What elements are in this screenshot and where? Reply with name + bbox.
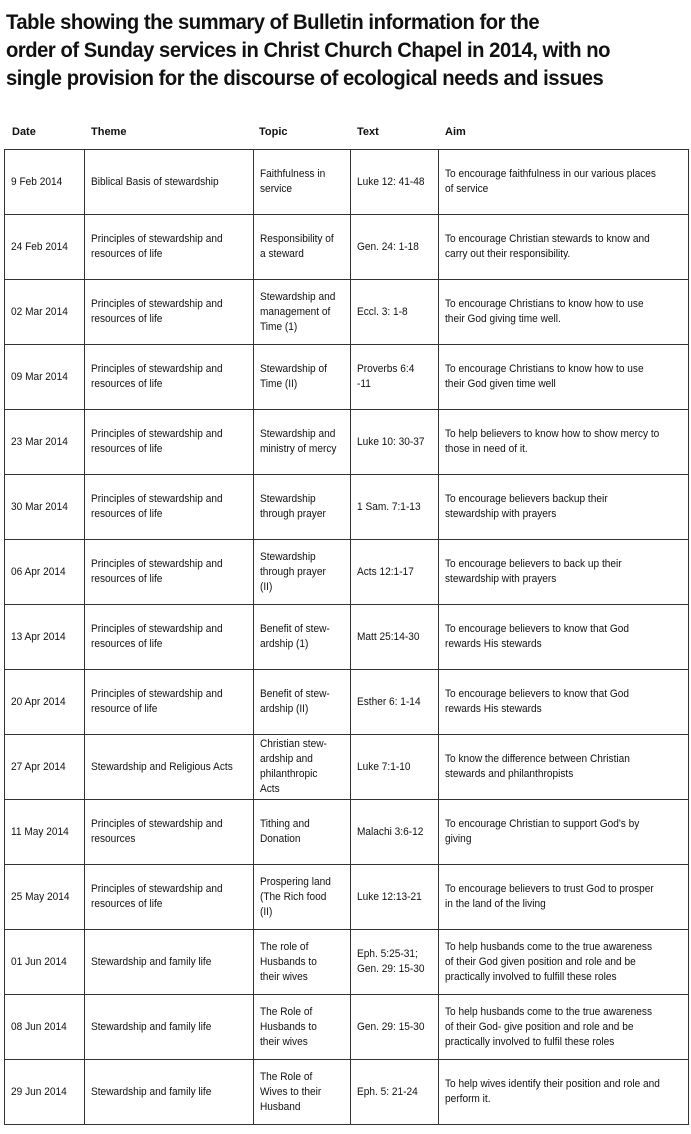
- cell-text: [351, 345, 439, 410]
- text-value: 1 Sam. 7:1-13: [357, 500, 421, 513]
- theme-value: Stewardship and family life: [91, 1020, 212, 1033]
- cell-text: [351, 1060, 439, 1125]
- cell-date: [5, 800, 85, 865]
- cell-aim: [439, 1060, 689, 1125]
- cell-date: [5, 475, 85, 540]
- cell-aim: [439, 800, 689, 865]
- aim-value: To encourage Christians to know how to use their God given time well: [445, 363, 644, 390]
- date-value: 20 Apr 2014: [11, 695, 66, 708]
- title-line: Table showing the summary of Bulletin information for the: [6, 10, 540, 34]
- title-line: order of Sunday services in Christ Church Chapel in 2014, with no: [6, 38, 610, 62]
- cell-date: [5, 280, 85, 345]
- cell-date: [5, 150, 85, 215]
- aim-value: To help husbands come to the true awareness of their God given position and role and be practically involved to fulfill these roles: [445, 940, 653, 983]
- cell-date: [5, 215, 85, 280]
- cell-topic: [254, 475, 351, 540]
- cell-topic: [254, 605, 351, 670]
- table-row: [5, 670, 689, 735]
- topic-value: Stewardship of Time (II): [260, 363, 327, 390]
- cell-text: [351, 800, 439, 865]
- cell-text: [351, 930, 439, 995]
- aim-value: To encourage Christian to support God's by giving: [445, 818, 640, 845]
- title-line: single provision for the discourse of ecological needs and issues: [6, 66, 604, 90]
- date-value: 25 May 2014: [11, 890, 70, 903]
- table-row: [5, 150, 689, 215]
- aim-value: To help believers to know how to show mercy to those in need of it.: [445, 428, 660, 455]
- cell-topic: [254, 215, 351, 280]
- topic-value: Stewardship and ministry of mercy: [260, 428, 337, 455]
- cell-topic: [254, 540, 351, 605]
- theme-value: Principles of stewardship and resources of life: [91, 298, 223, 325]
- cell-text: [351, 410, 439, 475]
- topic-value: Stewardship through prayer (II): [260, 550, 326, 593]
- theme-value: Stewardship and Religious Acts: [91, 760, 233, 773]
- cell-theme: [85, 475, 254, 540]
- date-value: 13 Apr 2014: [11, 630, 66, 643]
- theme-value: Stewardship and family life: [91, 955, 212, 968]
- date-value: 02 Mar 2014: [11, 305, 68, 318]
- cell-topic: [254, 865, 351, 930]
- theme-value: Principles of stewardship and resources of life: [91, 493, 223, 520]
- aim-value: To encourage believers to know that God rewards His stewards: [445, 688, 629, 715]
- topic-value: Christian stew-ardship and philanthropic Acts: [260, 738, 327, 795]
- cell-aim: [439, 735, 689, 800]
- theme-value: Stewardship and family life: [91, 1085, 212, 1098]
- cell-aim: [439, 930, 689, 995]
- table-row: [5, 865, 689, 930]
- cell-date: [5, 1060, 85, 1125]
- cell-date: [5, 410, 85, 475]
- table-row: [5, 800, 689, 865]
- date-value: 08 Jun 2014: [11, 1020, 67, 1033]
- cell-theme: [85, 1060, 254, 1125]
- theme-value: Principles of stewardship and resources: [91, 818, 223, 845]
- text-value: Eccl. 3: 1-8: [357, 305, 408, 318]
- cell-theme: [85, 800, 254, 865]
- cell-text: [351, 475, 439, 540]
- table-row: [5, 215, 689, 280]
- date-value: 9 Feb 2014: [11, 175, 63, 188]
- cell-topic: [254, 995, 351, 1060]
- cell-aim: [439, 865, 689, 930]
- aim-value: To help wives identify their position and role and perform it.: [445, 1078, 660, 1105]
- header-theme: Theme: [91, 126, 127, 138]
- cell-text: [351, 605, 439, 670]
- cell-text: [351, 670, 439, 735]
- text-value: Luke 7:1-10: [357, 760, 411, 773]
- text-value: Eph. 5: 21-24: [357, 1085, 418, 1098]
- table-row: [5, 930, 689, 995]
- topic-value: The Role of Wives to their Husband: [260, 1070, 322, 1113]
- theme-value: Principles of stewardship and resources of life: [91, 363, 223, 390]
- topic-value: The Role of Husbands to their wives: [260, 1005, 317, 1048]
- table-row: [5, 605, 689, 670]
- theme-value: Principles of stewardship and resources of life: [91, 623, 223, 650]
- cell-text: [351, 215, 439, 280]
- cell-date: [5, 865, 85, 930]
- text-value: Eph. 5:25-31; Gen. 29: 15-30: [357, 948, 425, 975]
- cell-aim: [439, 150, 689, 215]
- cell-date: [5, 605, 85, 670]
- aim-value: To know the difference between Christian stewards and philanthropists: [445, 753, 630, 780]
- cell-aim: [439, 410, 689, 475]
- topic-value: Stewardship and management of Time (1): [260, 290, 336, 333]
- cell-text: [351, 150, 439, 215]
- date-value: 29 Jun 2014: [11, 1085, 67, 1098]
- cell-text: [351, 735, 439, 800]
- table-row: [5, 345, 689, 410]
- header-date: Date: [12, 126, 36, 138]
- topic-value: The role of Husbands to their wives: [260, 940, 317, 983]
- text-value: Luke 12: 41-48: [357, 175, 425, 188]
- date-value: 06 Apr 2014: [11, 565, 66, 578]
- cell-theme: [85, 995, 254, 1060]
- aim-value: To encourage believers backup their stewardship with prayers: [445, 493, 608, 520]
- text-value: Gen. 24: 1-18: [357, 240, 419, 253]
- topic-value: Prospering land (The Rich food (II): [260, 875, 331, 918]
- table-row: [5, 1060, 689, 1125]
- cell-topic: [254, 410, 351, 475]
- cell-date: [5, 345, 85, 410]
- theme-value: Principles of stewardship and resources of life: [91, 883, 223, 910]
- date-value: 01 Jun 2014: [11, 955, 67, 968]
- cell-topic: [254, 345, 351, 410]
- table-row: [5, 410, 689, 475]
- aim-value: To encourage believers to back up their stewardship with prayers: [445, 558, 622, 585]
- text-value: Acts 12:1-17: [357, 565, 414, 578]
- cell-theme: [85, 345, 254, 410]
- cell-theme: [85, 215, 254, 280]
- cell-date: [5, 995, 85, 1060]
- cell-text: [351, 865, 439, 930]
- text-value: Gen. 29: 15-30: [357, 1020, 425, 1033]
- cell-theme: [85, 605, 254, 670]
- cell-date: [5, 670, 85, 735]
- aim-value: To encourage believers to know that God rewards His stewards: [445, 623, 629, 650]
- header-text: Text: [357, 126, 379, 138]
- topic-value: Stewardship through prayer: [260, 493, 326, 520]
- cell-theme: [85, 410, 254, 475]
- text-value: Luke 10: 30-37: [357, 435, 425, 448]
- cell-topic: [254, 670, 351, 735]
- date-value: 30 Mar 2014: [11, 500, 68, 513]
- cell-theme: [85, 735, 254, 800]
- cell-text: [351, 540, 439, 605]
- cell-topic: [254, 150, 351, 215]
- cell-topic: [254, 280, 351, 345]
- table-row: [5, 475, 689, 540]
- theme-value: Principles of stewardship and resources of life: [91, 233, 223, 260]
- aim-value: To encourage faithfulness in our various places of service: [445, 168, 656, 195]
- table-row: [5, 280, 689, 345]
- bulletin-table: [4, 149, 689, 1125]
- topic-value: Benefit of stew-ardship (II): [260, 688, 330, 715]
- cell-theme: [85, 280, 254, 345]
- theme-value: Principles of stewardship and resources of life: [91, 428, 223, 455]
- aim-value: To encourage Christians to know how to use their God giving time well.: [445, 298, 644, 325]
- cell-theme: [85, 865, 254, 930]
- cell-theme: [85, 930, 254, 995]
- text-value: Esther 6: 1-14: [357, 695, 421, 708]
- table-row: [5, 995, 689, 1060]
- table-row: [5, 735, 689, 800]
- cell-topic: [254, 930, 351, 995]
- date-value: 09 Mar 2014: [11, 370, 68, 383]
- date-value: 11 May 2014: [11, 825, 69, 838]
- cell-date: [5, 930, 85, 995]
- theme-value: Principles of stewardship and resources of life: [91, 558, 223, 585]
- cell-theme: [85, 540, 254, 605]
- topic-value: Responsibility of a steward: [260, 233, 334, 260]
- header-topic: Topic: [259, 126, 288, 138]
- table-header-row: [0, 126, 691, 144]
- cell-aim: [439, 475, 689, 540]
- cell-text: [351, 280, 439, 345]
- cell-aim: [439, 540, 689, 605]
- table-row: [5, 540, 689, 605]
- text-value: Luke 12:13-21: [357, 890, 422, 903]
- date-value: 23 Mar 2014: [11, 435, 68, 448]
- theme-value: Principles of stewardship and resource of life: [91, 688, 223, 715]
- cell-aim: [439, 345, 689, 410]
- aim-value: To encourage Christian stewards to know and carry out their responsibility.: [445, 233, 650, 260]
- cell-date: [5, 540, 85, 605]
- date-value: 24 Feb 2014: [11, 240, 68, 253]
- theme-value: Biblical Basis of stewardship: [91, 175, 219, 188]
- cell-aim: [439, 670, 689, 735]
- topic-value: Tithing and Donation: [260, 818, 310, 845]
- cell-topic: [254, 800, 351, 865]
- cell-aim: [439, 215, 689, 280]
- text-value: Proverbs 6:4 -11: [357, 363, 415, 390]
- date-value: 27 Apr 2014: [11, 760, 66, 773]
- cell-date: [5, 735, 85, 800]
- text-value: Matt 25:14-30: [357, 630, 420, 643]
- cell-aim: [439, 995, 689, 1060]
- topic-value: Faithfulness in service: [260, 168, 326, 195]
- cell-aim: [439, 280, 689, 345]
- cell-topic: [254, 1060, 351, 1125]
- text-value: Malachi 3:6-12: [357, 825, 424, 838]
- topic-value: Benefit of stew-ardship (1): [260, 623, 330, 650]
- cell-aim: [439, 605, 689, 670]
- cell-text: [351, 995, 439, 1060]
- aim-value: To encourage believers to trust God to prosper in the land of the living: [445, 883, 654, 910]
- header-aim: Aim: [445, 126, 466, 138]
- cell-topic: [254, 735, 351, 800]
- aim-value: To help husbands come to the true awareness of their God- give position and role and be practically involved to fulfil these roles: [445, 1005, 653, 1048]
- page-title: [6, 8, 645, 92]
- cell-theme: [85, 670, 254, 735]
- cell-theme: [85, 150, 254, 215]
